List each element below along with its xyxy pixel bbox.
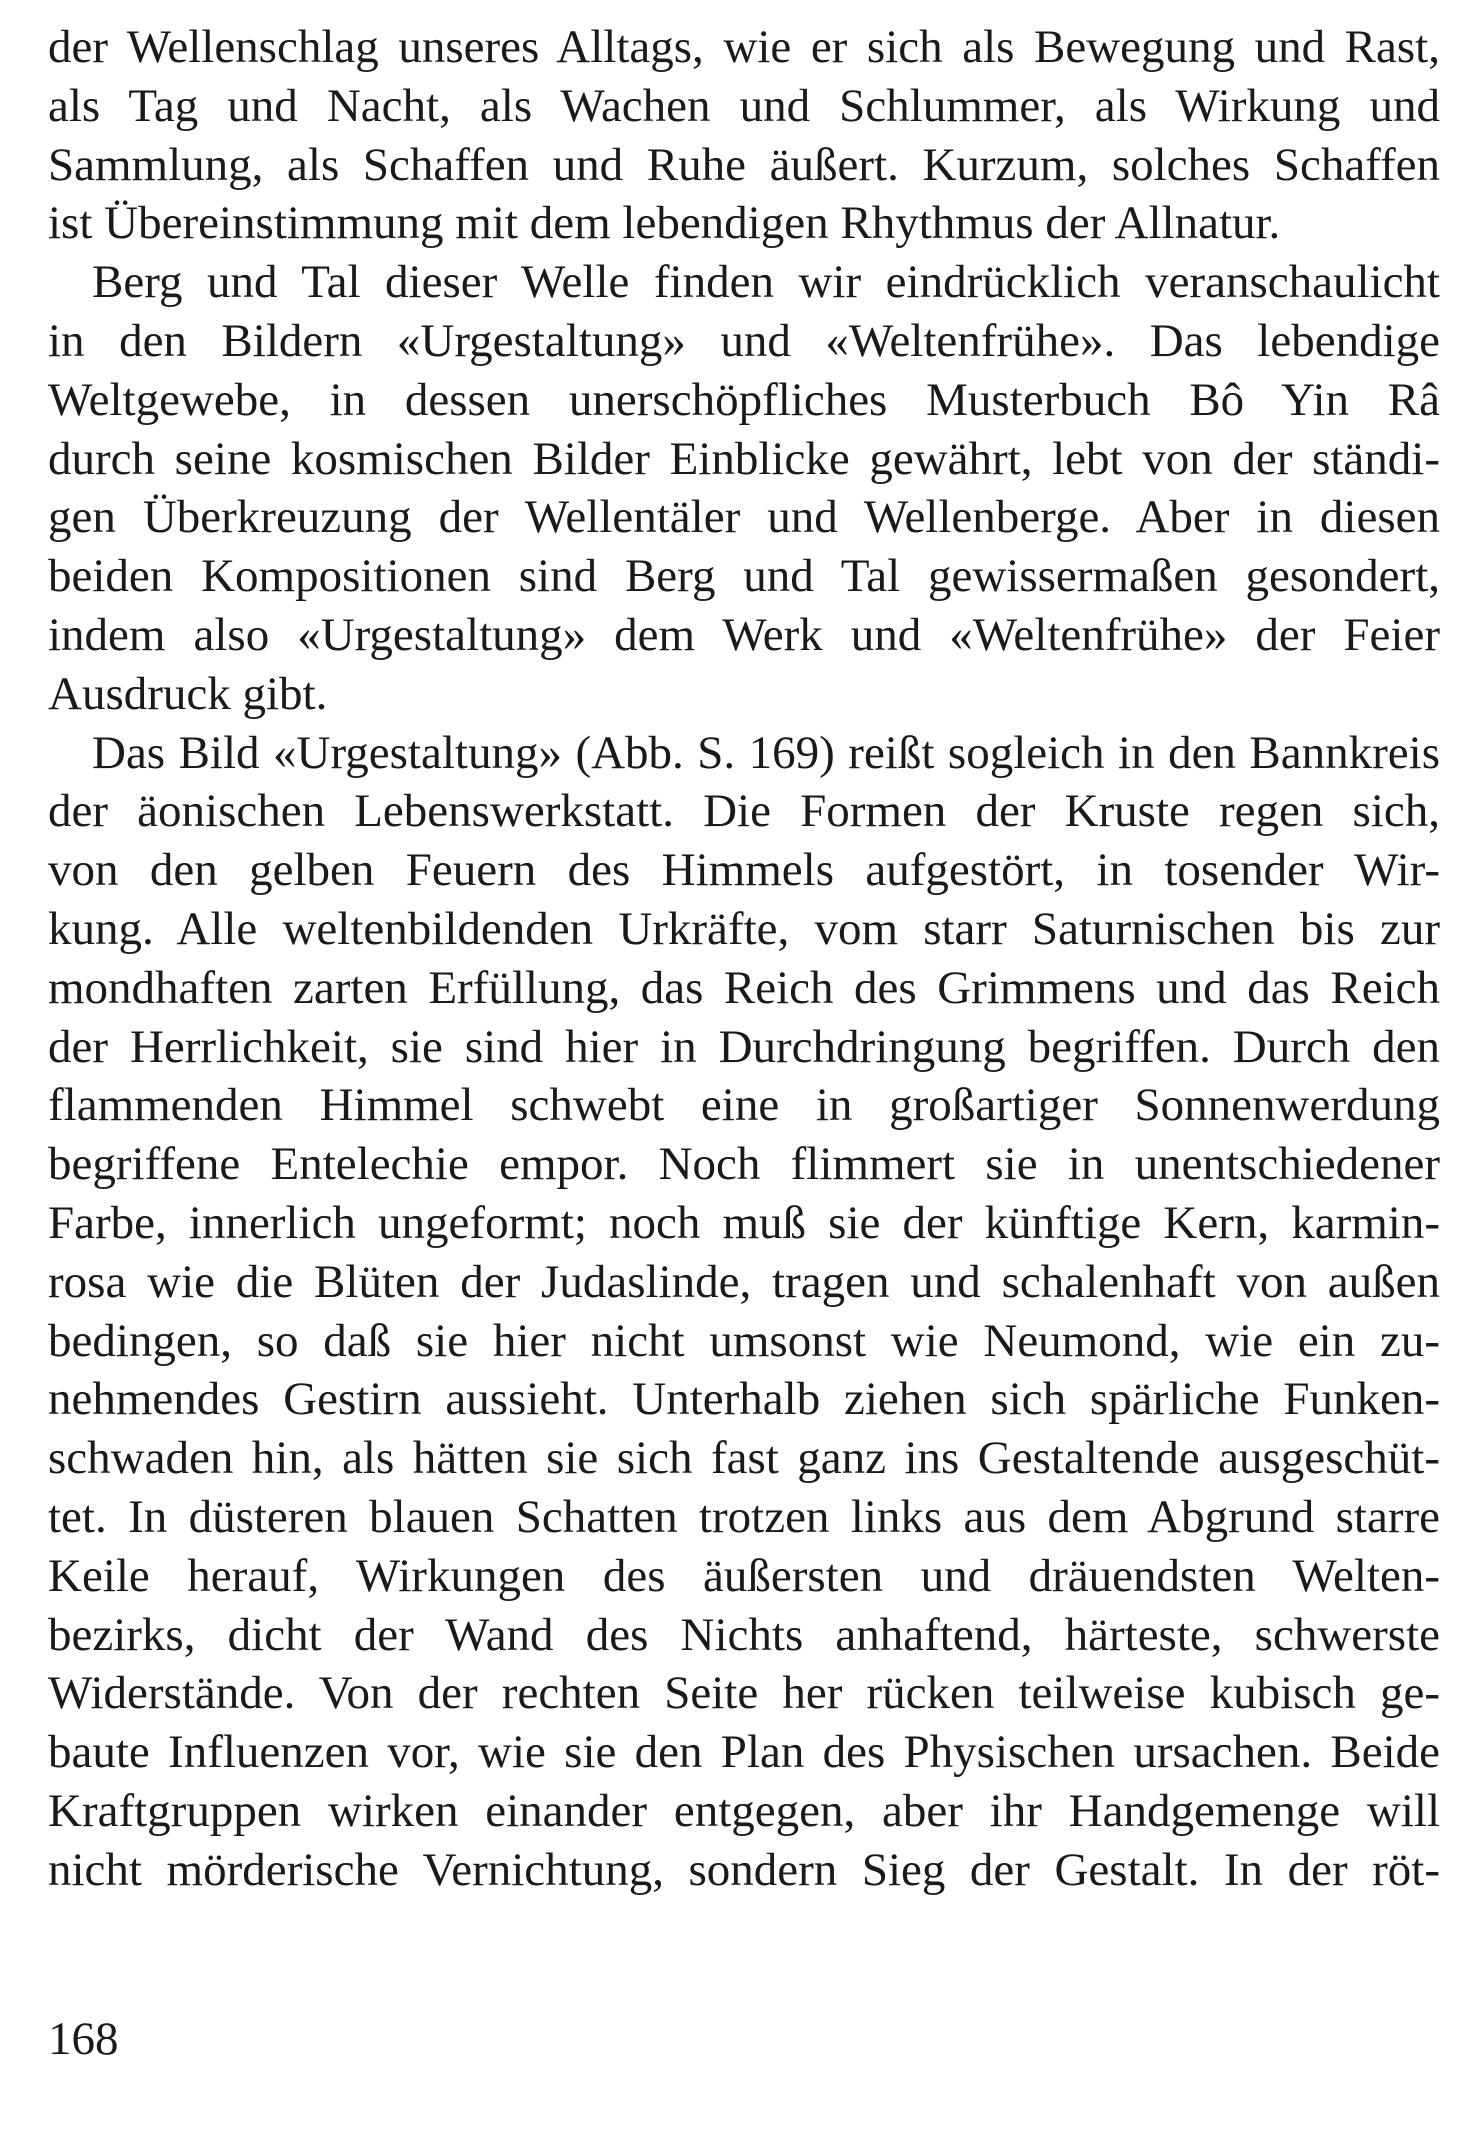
text-line: der Wellenschlag unseres Alltags, wie er sich als Bewegung und Rast, [48,21,1440,73]
text-line: Farbe, innerlich ungeformt; noch muß sie der künftige Kern, karmin- [48,1196,1440,1249]
text-line: gen Überkreuzung der Wellentäler und Wellenberge. Aber in diesen [48,491,1440,544]
text-line: nicht mörderische Vernichtung, sondern Sieg der Gestalt. In der röt- [48,1843,1440,1896]
text-line: ist Übereinstimmung mit dem lebendigen Rhythmus der Allnatur. [48,197,1281,250]
text-line: baute Influenzen vor, wie sie den Plan des Physischen ursachen. Beide [48,1726,1440,1779]
text-line: begriffene Entelechie empor. Noch flimmert sie in unentschiedener [48,1138,1440,1191]
text-line: Sammlung, als Schaffen und Ruhe äußert. Kurzum, solches Schaffen [48,138,1440,191]
text-line: der Herrlichkeit, sie sind hier in Durchdringung begriffen. Durch den [48,1020,1440,1073]
text-line: indem also «Urgestaltung» dem Werk und «Weltenfrühe» der Feier [48,608,1440,661]
text-line: rosa wie die Blüten der Judaslinde, tragen und schalenhaft von außen [48,1255,1440,1308]
text-line: Das Bild «Urgestaltung» (Abb. S. 169) reißt sogleich in den Bannkreis [92,726,1440,779]
page-text [48,18,1440,1900]
text-line: Berg und Tal dieser Welle finden wir eindrücklich veranschaulicht [92,256,1440,309]
text-line: schwaden hin, als hätten sie sich fast ganz ins Gestaltende ausgeschüt- [48,1432,1440,1485]
page-number: 168 [48,2013,119,2065]
text-line: bezirks, dicht der Wand des Nichts anhaftend, härteste, schwerste [48,1608,1440,1661]
text-line: beiden Kompositionen sind Berg und Tal gewissermaßen gesondert, [48,550,1440,603]
text-line: Ausdruck gibt. [48,667,328,720]
text-line: tet. In düsteren blauen Schatten trotzen links aus dem Abgrund starre [48,1490,1440,1543]
text-line: nehmendes Gestirn aussieht. Unterhalb ziehen sich spärliche Funken- [48,1373,1440,1426]
text-line: kung. Alle weltenbildenden Urkräfte, vom starr Saturnischen bis zur [48,902,1440,955]
text-line: durch seine kosmischen Bilder Einblicke gewährt, lebt von der ständi- [48,432,1440,485]
text-line: mondhaften zarten Erfüllung, das Reich des Grimmens und das Reich [48,961,1440,1014]
paragraph [48,724,1440,1900]
text-line: bedingen, so daß sie hier nicht umsonst wie Neumond, wie ein zu- [48,1314,1440,1367]
paragraph [48,253,1440,723]
text-line: flammenden Himmel schwebt eine in großartiger Sonnenwerdung [48,1079,1440,1132]
paragraph [48,18,1440,253]
text-line: als Tag und Nacht, als Wachen und Schlummer, als Wirkung und [48,79,1440,132]
text-line: Widerstände. Von der rechten Seite her rücken teilweise kubisch ge- [48,1667,1440,1720]
text-line: in den Bildern «Urgestaltung» und «Weltenfrühe». Das lebendige [48,314,1440,367]
text-line: Weltgewebe, in dessen unerschöpfliches Musterbuch Bô Yin Râ [48,373,1440,426]
text-line: der äonischen Lebenswerkstatt. Die Formen der Kruste regen sich, [48,785,1440,838]
text-line: von den gelben Feuern des Himmels aufgestört, in tosender Wir- [48,844,1440,897]
text-line: Keile herauf, Wirkungen des äußersten und dräuendsten Welten- [48,1549,1440,1602]
text-line: Kraftgruppen wirken einander entgegen, aber ihr Handgemenge will [48,1784,1440,1837]
